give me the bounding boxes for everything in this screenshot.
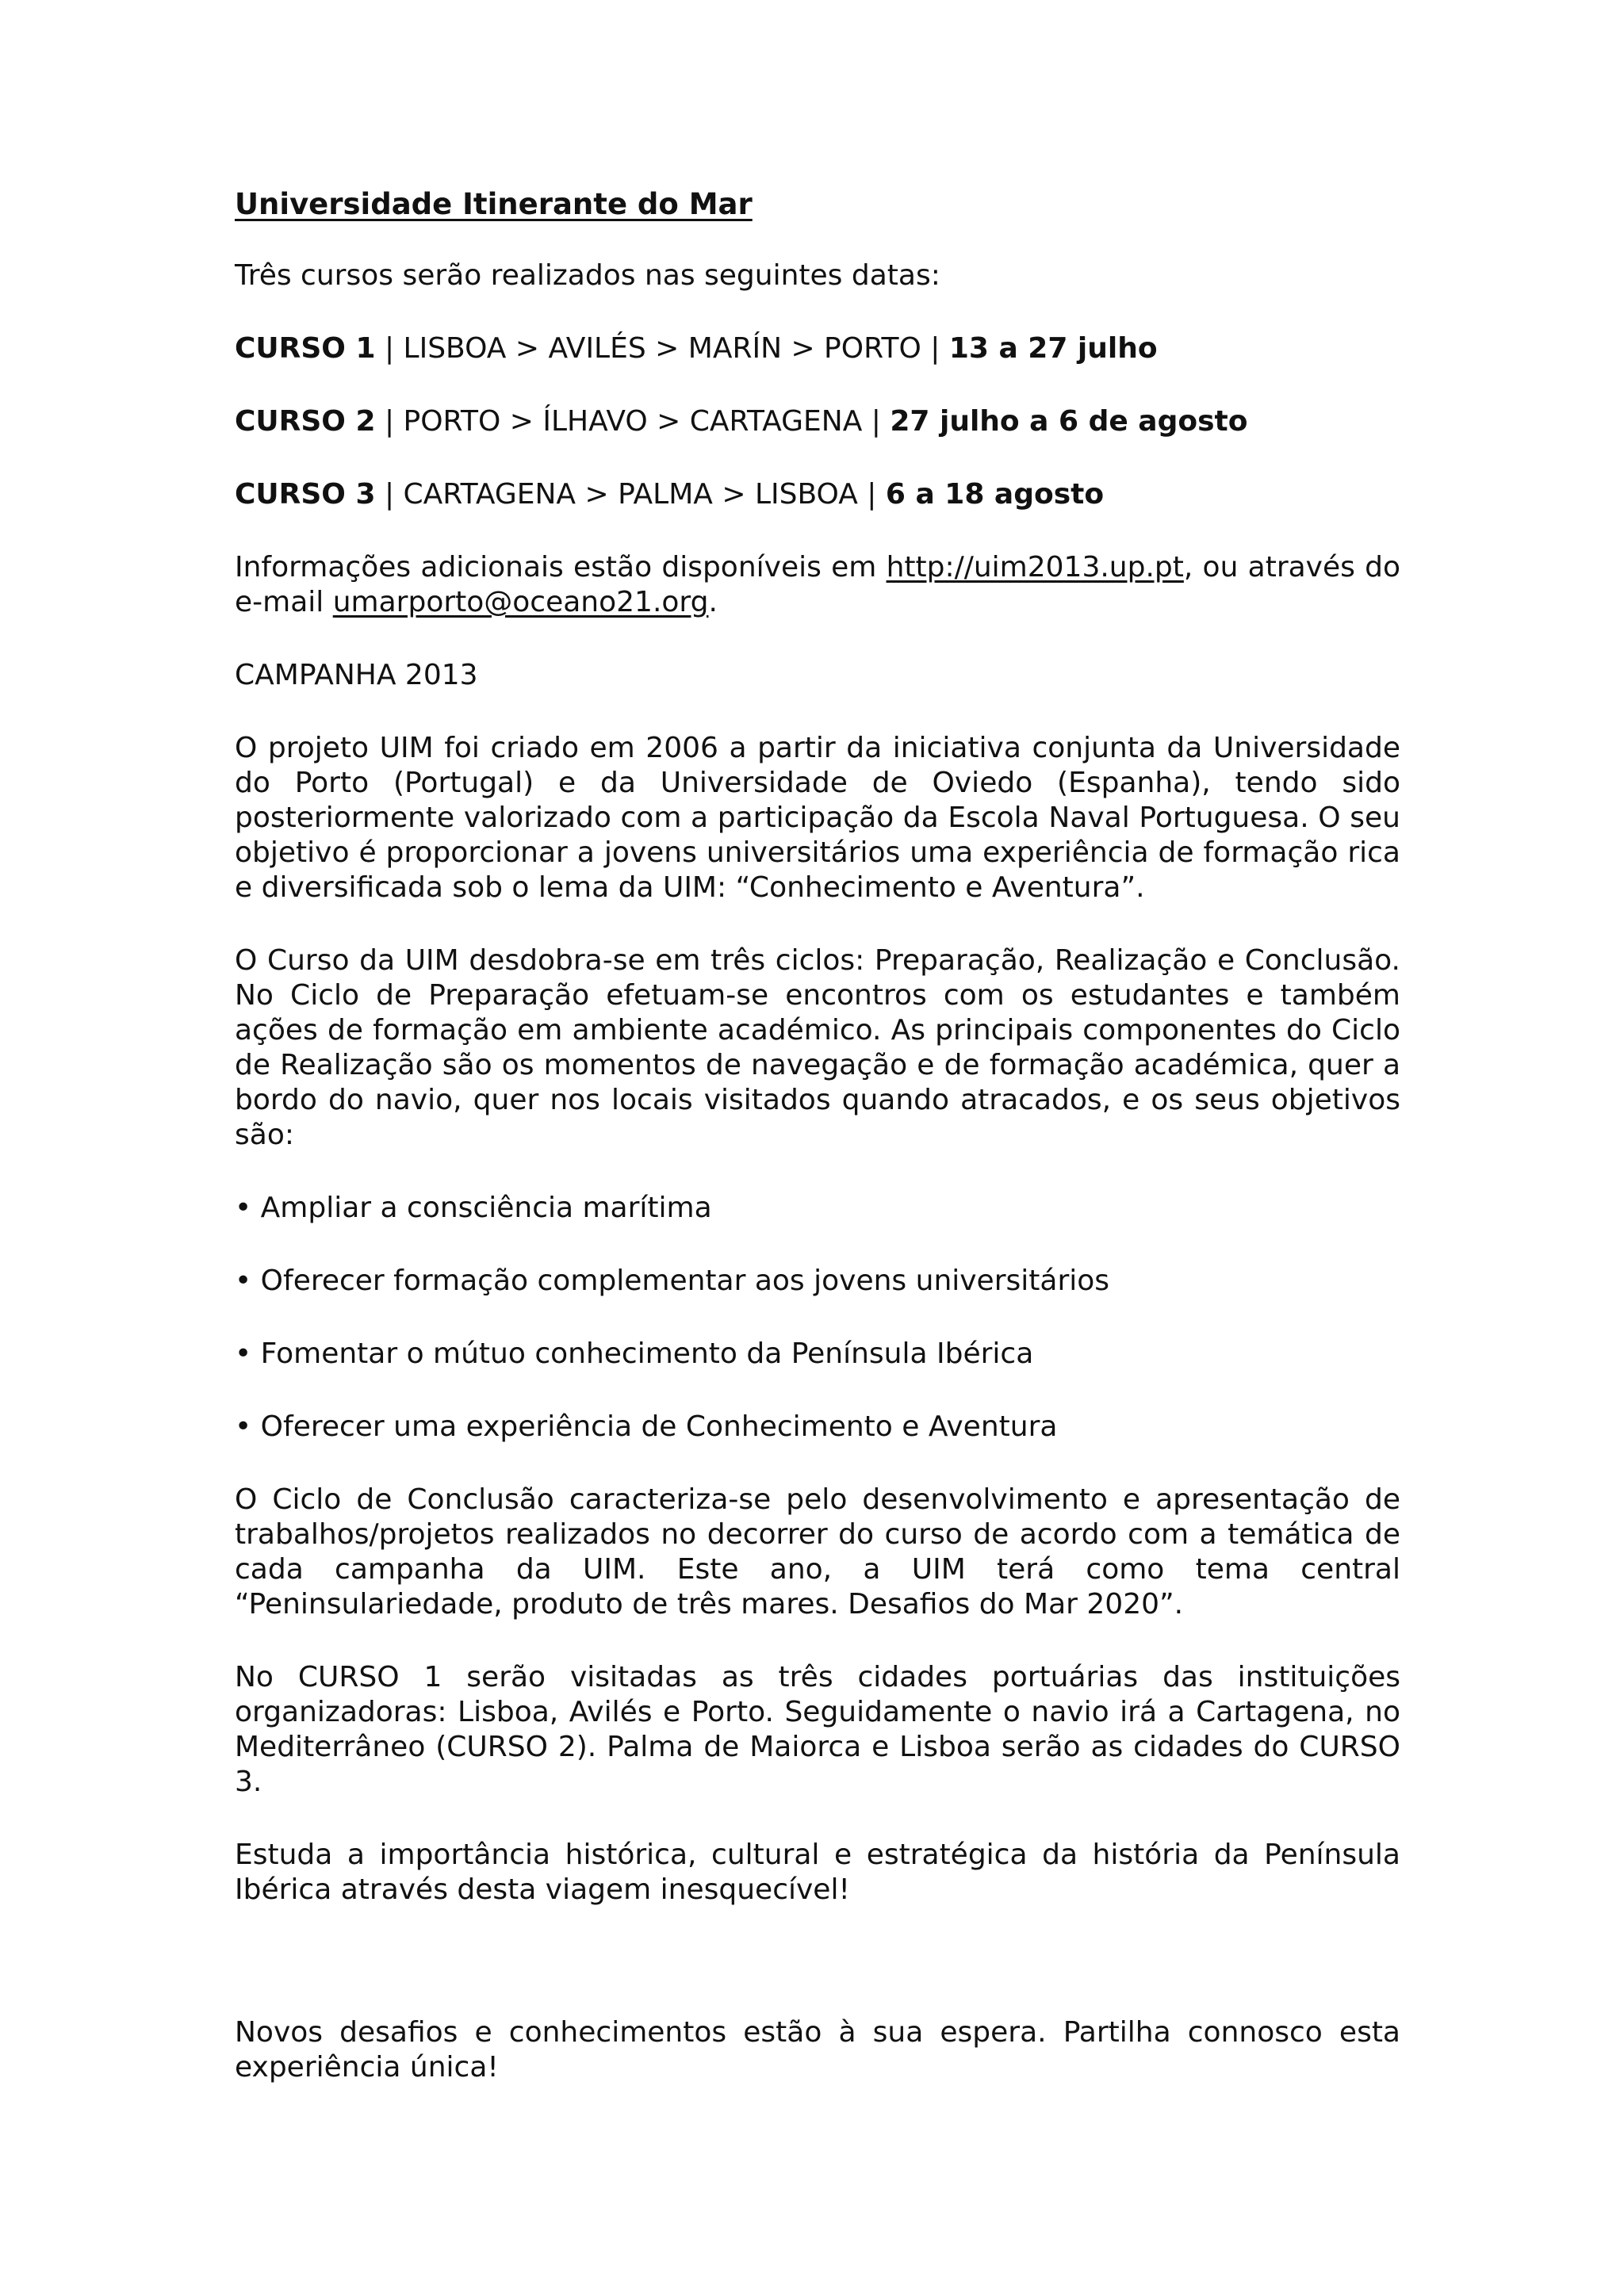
course-route: | PORTO > ÍLHAVO > CARTAGENA | xyxy=(375,405,891,438)
course-dates: 6 a 18 agosto xyxy=(885,478,1105,511)
paragraph-itinerary: No CURSO 1 serão visitadas as três cidades portuárias das instituições organizadoras: Lisboa, Avilés e Porto. Seguidamente o navio irá a Cartagena, no Mediterrâneo (CURSO 2). Palma de Maiorca e Lisboa serão as cidades do CURSO 3. xyxy=(235,1661,1400,1798)
info-paragraph xyxy=(235,550,1400,620)
course-dates: 27 julho a 6 de agosto xyxy=(890,405,1248,438)
objective-item: • Oferecer uma experiência de Conhecimento e Aventura xyxy=(235,1410,1058,1443)
paragraph-study: Estuda a importância histórica, cultural e estratégica da história da Península Ibérica através desta viagem inesquecível! xyxy=(235,1839,1400,1906)
course-line xyxy=(235,404,1400,439)
paragraph-cycles: O Curso da UIM desdobra-se em três ciclos: Preparação, Realização e Conclusão. No Ciclo de Preparação efetuam-se encontros com os estudantes e também ações de formação em ambiente académico. As principais componentes do Ciclo de Realização são os momentos de navegação e de formação académica, quer a bordo do navio, quer nos locais visitados quando atracados, e os seus objetivos são: xyxy=(235,944,1400,1151)
objective-item: • Fomentar o mútuo conhecimento da Península Ibérica xyxy=(235,1337,1034,1370)
info-prefix: Informações adicionais estão disponíveis em xyxy=(235,551,887,584)
objective-item: • Ampliar a consciência marítima xyxy=(235,1192,712,1224)
course-label: CURSO 3 xyxy=(235,478,376,511)
intro-text: Três cursos serão realizados nas seguintes datas: xyxy=(235,259,940,292)
course-route: | LISBOA > AVILÉS > MARÍN > PORTO | xyxy=(375,332,949,365)
objective-item: • Oferecer formação complementar aos jovens universitários xyxy=(235,1265,1110,1297)
document-title: Universidade Itinerante do Mar xyxy=(235,187,753,221)
course-label: CURSO 2 xyxy=(235,405,376,438)
document-page xyxy=(235,187,1400,2123)
course-route: | CARTAGENA > PALMA > LISBOA | xyxy=(375,478,886,511)
info-suffix: . xyxy=(708,586,718,618)
website-link[interactable]: http://uim2013.up.pt xyxy=(886,551,1184,584)
paragraph-conclusion: O Ciclo de Conclusão caracteriza-se pelo desenvolvimento e apresentação de trabalhos/projetos realizados no decorrer do curso de acordo com a temática de cada campanha da UIM. Este ano, a UIM terá como tema central “Peninsulariedade, produto de três mares. Desafios do Mar 2020”. xyxy=(235,1483,1400,1621)
info-middle: , ou através do e-mail xyxy=(235,551,1400,618)
campaign-heading: CAMPANHA 2013 xyxy=(235,659,478,691)
course-line xyxy=(235,331,1400,366)
course-label: CURSO 1 xyxy=(235,332,376,365)
email-link[interactable]: umarporto@oceano21.org xyxy=(332,586,709,618)
paragraph-history: O projeto UIM foi criado em 2006 a partir da iniciativa conjunta da Universidade do Porto (Portugal) e da Universidade de Oviedo (Espanha), tendo sido posteriormente valorizado com a participação da Escola Naval Portuguesa. O seu objetivo é proporcionar a jovens universitários uma experiência de formação rica e diversificada sob o lema da UIM: “Conhecimento e Aventura”. xyxy=(235,732,1400,904)
course-line xyxy=(235,477,1400,512)
course-dates: 13 a 27 julho xyxy=(948,332,1158,365)
closing-paragraph: Novos desafios e conhecimentos estão à sua espera. Partilha connosco esta experiência única! xyxy=(235,2016,1400,2084)
